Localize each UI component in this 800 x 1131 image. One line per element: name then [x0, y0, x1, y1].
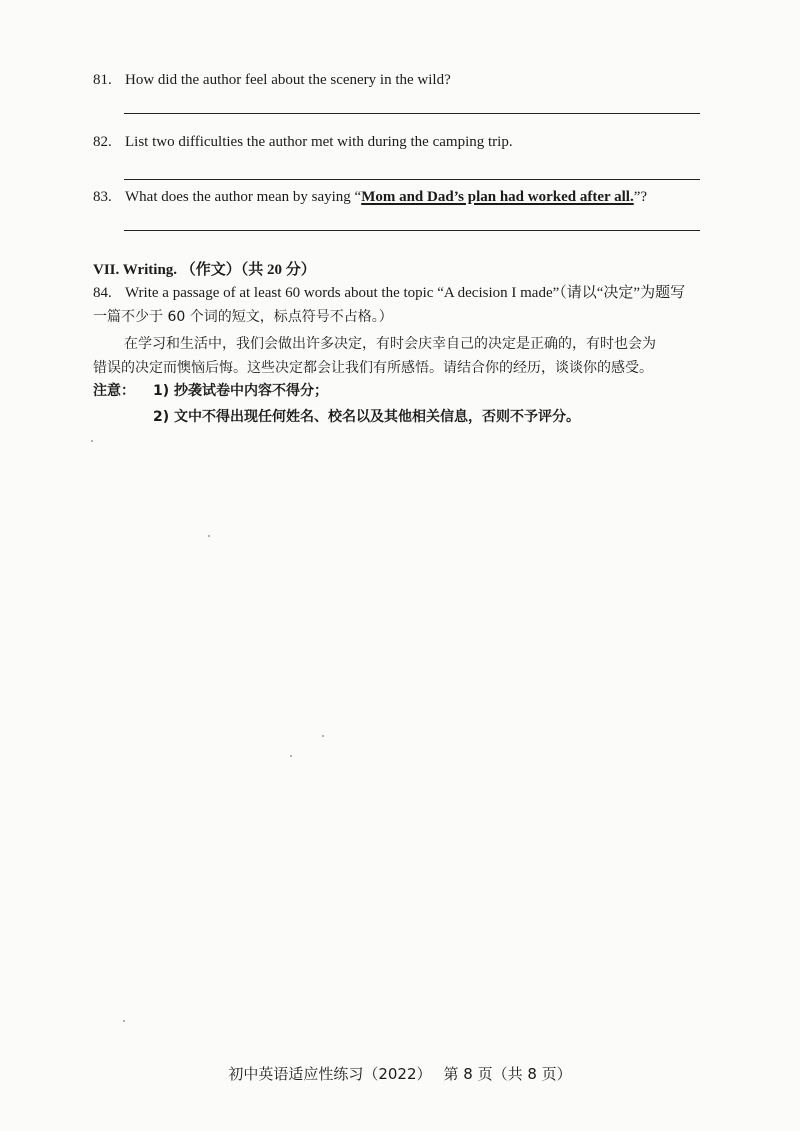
prompt-line-1: Write a passage of at least 60 words about the topic “A decision I made”（请以“决定”为题写	[125, 285, 686, 301]
question-text-end: ”?	[633, 189, 648, 205]
writing-prompt	[93, 283, 685, 303]
answer-line-83[interactable]	[124, 230, 700, 231]
scan-speck	[123, 1020, 125, 1022]
scan-speck	[322, 735, 324, 737]
question-number: 83.	[93, 189, 112, 205]
section-title: VII. Writing. （作文）（共 20 分）	[93, 262, 316, 278]
question-text: What does the author mean by saying “	[125, 189, 362, 205]
notes-label: 注意：	[93, 383, 135, 399]
question-82	[93, 132, 513, 152]
answer-line-81[interactable]	[124, 113, 700, 114]
scan-speck	[208, 535, 210, 537]
page-footer	[0, 1063, 800, 1084]
note-item-2: 2) 文中不得出现任何姓名、校名以及其他相关信息，否则不予评分。	[153, 409, 581, 425]
question-number: 84.	[93, 285, 112, 301]
page-number: 第 8 页（共 8 页）	[443, 1065, 572, 1083]
scan-speck	[91, 440, 93, 442]
scan-speck	[290, 755, 292, 757]
note-item-1: 1) 抄袭试卷中内容不得分；	[153, 383, 329, 399]
question-text: List two difficulties the author met with during the camping trip.	[125, 134, 513, 150]
question-number: 81.	[93, 72, 112, 88]
exam-name: 初中英语适应性练习（2022）	[228, 1065, 432, 1083]
context-line-2: 错误的决定而懊恼后悔。这些决定都会让我们有所感悟。请结合你的经历，谈谈你的感受。	[93, 360, 653, 376]
writing-area[interactable]	[90, 440, 710, 1040]
question-83	[93, 187, 647, 207]
quoted-sentence: Mom and Dad’s plan had worked after all.	[361, 189, 634, 205]
context-line-1: 在学习和生活中，我们会做出许多决定，有时会庆幸自己的决定是正确的，有时也会为	[124, 336, 656, 352]
answer-line-82[interactable]	[124, 179, 700, 180]
question-text: How did the author feel about the scenery in the wild?	[125, 72, 451, 88]
question-number: 82.	[93, 134, 112, 150]
prompt-line-2: 一篇不少于 60 个词的短文，标点符号不占格。）	[93, 309, 393, 325]
question-81	[93, 70, 451, 90]
